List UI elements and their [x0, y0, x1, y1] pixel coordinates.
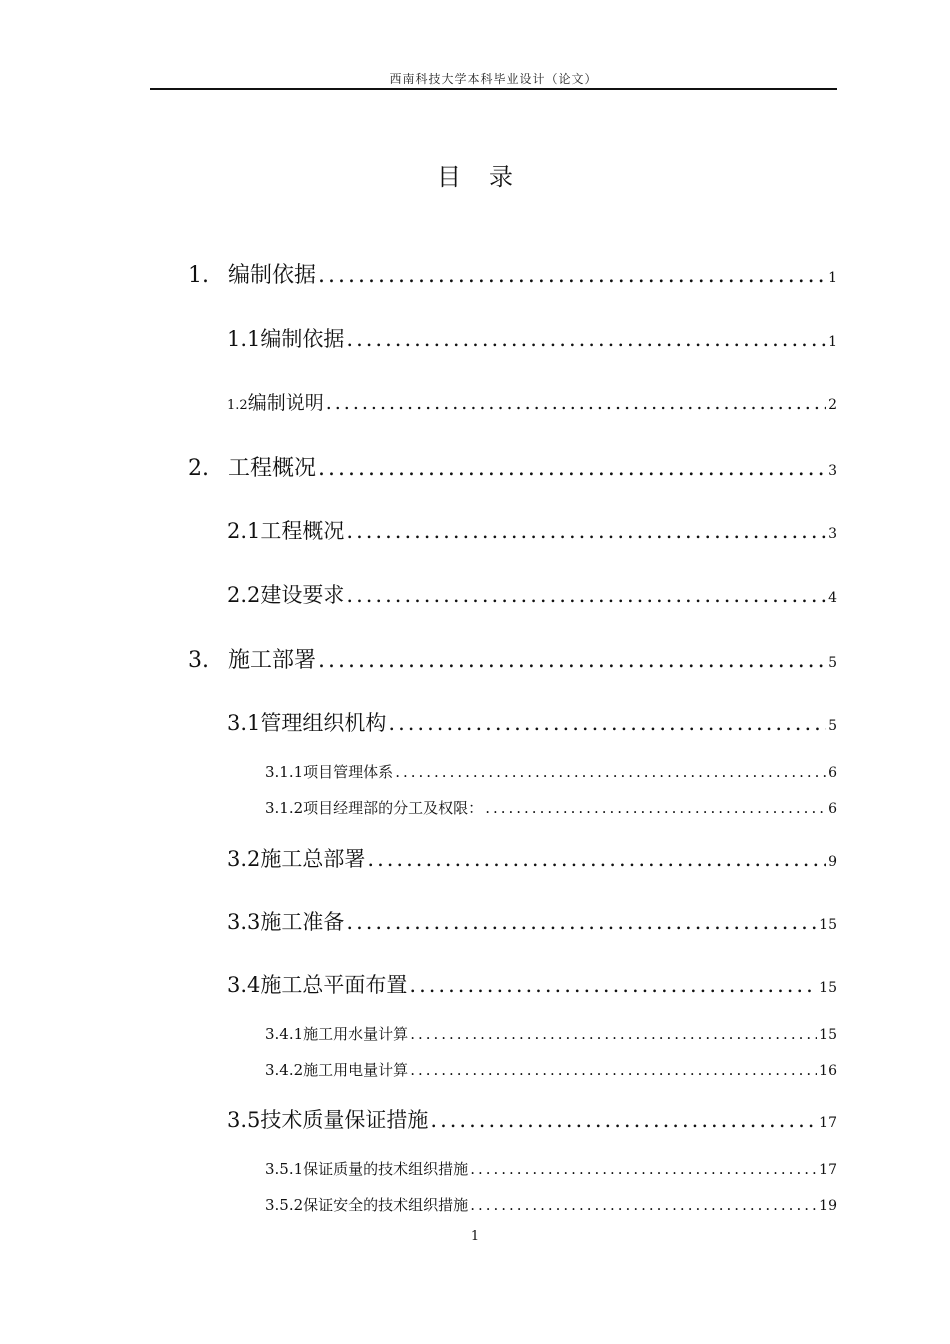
toc-entry-label: 技术质量保证措施: [260, 1108, 429, 1132]
toc-entry-number: 1.1: [227, 327, 261, 351]
toc-title: 目录: [437, 163, 541, 191]
toc-entry-number: 1.2: [227, 398, 248, 413]
toc-entry-label: 工程概况: [228, 456, 317, 481]
toc-entry[interactable]: [265, 1023, 837, 1044]
toc-entry[interactable]: [227, 843, 837, 873]
toc-entry[interactable]: [227, 707, 837, 737]
toc-entry-label: 施工总平面布置: [260, 973, 408, 997]
toc-entry-number: 3.2: [227, 847, 261, 871]
dot-leader: [430, 1108, 817, 1132]
dot-leader: [326, 392, 826, 414]
toc-entry-label: 保证质量的技术组织措施: [303, 1160, 469, 1178]
toc-entry-page: 17: [819, 1162, 837, 1178]
toc-entry-label: 施工用电量计算: [303, 1061, 409, 1079]
toc-entry-label: 编制说明: [247, 392, 324, 414]
dot-leader: [470, 1196, 817, 1214]
toc-entry-page: 9: [828, 854, 837, 870]
toc-entry-label: 建设要求: [260, 583, 345, 607]
toc-entry[interactable]: [188, 451, 837, 482]
toc-entry-page: 3: [828, 463, 837, 479]
toc-entry-number: 3.1.2: [265, 799, 304, 817]
toc-entry[interactable]: [227, 906, 837, 936]
toc-entry-number: 3.1.1: [265, 763, 304, 781]
dot-leader: [346, 519, 826, 543]
toc-entry-page: 17: [819, 1115, 837, 1131]
toc-entry-label: 施工用水量计算: [303, 1025, 409, 1043]
dot-leader: [409, 973, 817, 997]
toc-entry-page: 16: [819, 1063, 837, 1079]
dot-leader: [388, 711, 826, 735]
toc-entry-page: 5: [828, 655, 837, 671]
toc-entry-page: 4: [828, 590, 837, 606]
toc-entry[interactable]: [188, 643, 837, 674]
dot-leader: [367, 847, 826, 871]
toc-entry-number: 2.: [188, 456, 209, 481]
dot-leader: [410, 1061, 817, 1079]
toc-entry[interactable]: [227, 388, 837, 415]
toc-entry[interactable]: [227, 969, 837, 999]
toc-entry[interactable]: [227, 323, 837, 353]
toc-entry-page: 3: [828, 526, 837, 542]
dot-leader: [395, 763, 826, 781]
toc-entry-page: 1: [828, 270, 837, 286]
toc-entry[interactable]: [227, 515, 837, 545]
toc-entry-label: 施工部署: [228, 648, 317, 673]
toc-entry-label: 编制依据: [228, 263, 317, 288]
toc-entry-number: 3.5.2: [265, 1196, 304, 1214]
toc-entry-number: 3.5: [227, 1108, 261, 1132]
dot-leader: [318, 263, 826, 288]
toc-entry-page: 5: [828, 718, 837, 734]
toc-entry-number: 3.3: [227, 910, 261, 934]
toc-entry-number: 2.2: [227, 583, 261, 607]
dot-leader: [318, 648, 826, 673]
dot-leader: [346, 327, 826, 351]
dot-leader: [485, 799, 826, 817]
toc-entry[interactable]: [188, 258, 837, 289]
toc-entry-page: 15: [819, 980, 837, 996]
toc-entry-label: 保证安全的技术组织措施: [303, 1196, 469, 1214]
toc-entry-page: 1: [828, 334, 837, 350]
toc-entry-page: 2: [828, 397, 837, 413]
toc-entry[interactable]: [265, 797, 837, 818]
toc-entry-label: 管理组织机构: [260, 711, 387, 735]
toc-entry-number: 2.1: [227, 519, 261, 543]
dot-leader: [346, 910, 817, 934]
toc-entry-label: 施工准备: [260, 910, 345, 934]
toc-entry-number: 3.1: [227, 711, 261, 735]
toc-entry[interactable]: [265, 1059, 837, 1080]
toc-entry-number: 3.5.1: [265, 1160, 304, 1178]
toc-entry-label: 工程概况: [260, 519, 345, 543]
toc-entry-number: 3.4.1: [265, 1025, 304, 1043]
toc-entry[interactable]: [227, 1104, 837, 1134]
page-header: 西南科技大学本科毕业设计（论文）: [389, 72, 598, 86]
toc-entry-page: 19: [819, 1198, 837, 1214]
toc-entry-label: 编制依据: [260, 327, 345, 351]
toc-entry-number: 1.: [188, 263, 209, 288]
page-number: 1: [470, 1229, 480, 1244]
toc-entry-number: 3.4: [227, 973, 261, 997]
toc-entry[interactable]: [265, 1194, 837, 1215]
toc-entry-number: 3.: [188, 648, 209, 673]
toc-entry[interactable]: [265, 761, 837, 782]
dot-leader: [346, 583, 826, 607]
dot-leader: [410, 1025, 817, 1043]
toc-entry[interactable]: [227, 579, 837, 609]
toc-entry-page: 15: [819, 917, 837, 933]
toc-entry-label: 项目管理体系: [303, 763, 394, 781]
toc-entry[interactable]: [265, 1158, 837, 1179]
toc-entry-page: 15: [819, 1027, 837, 1043]
toc-entry-number: 3.4.2: [265, 1061, 304, 1079]
toc-entry-page: 6: [828, 801, 837, 817]
dot-leader: [470, 1160, 817, 1178]
dot-leader: [318, 456, 826, 481]
toc-entry-label: 施工总部署: [260, 847, 366, 871]
toc-entry-page: 6: [828, 765, 837, 781]
toc-entry-label: 项目经理部的分工及权限：: [303, 799, 484, 817]
